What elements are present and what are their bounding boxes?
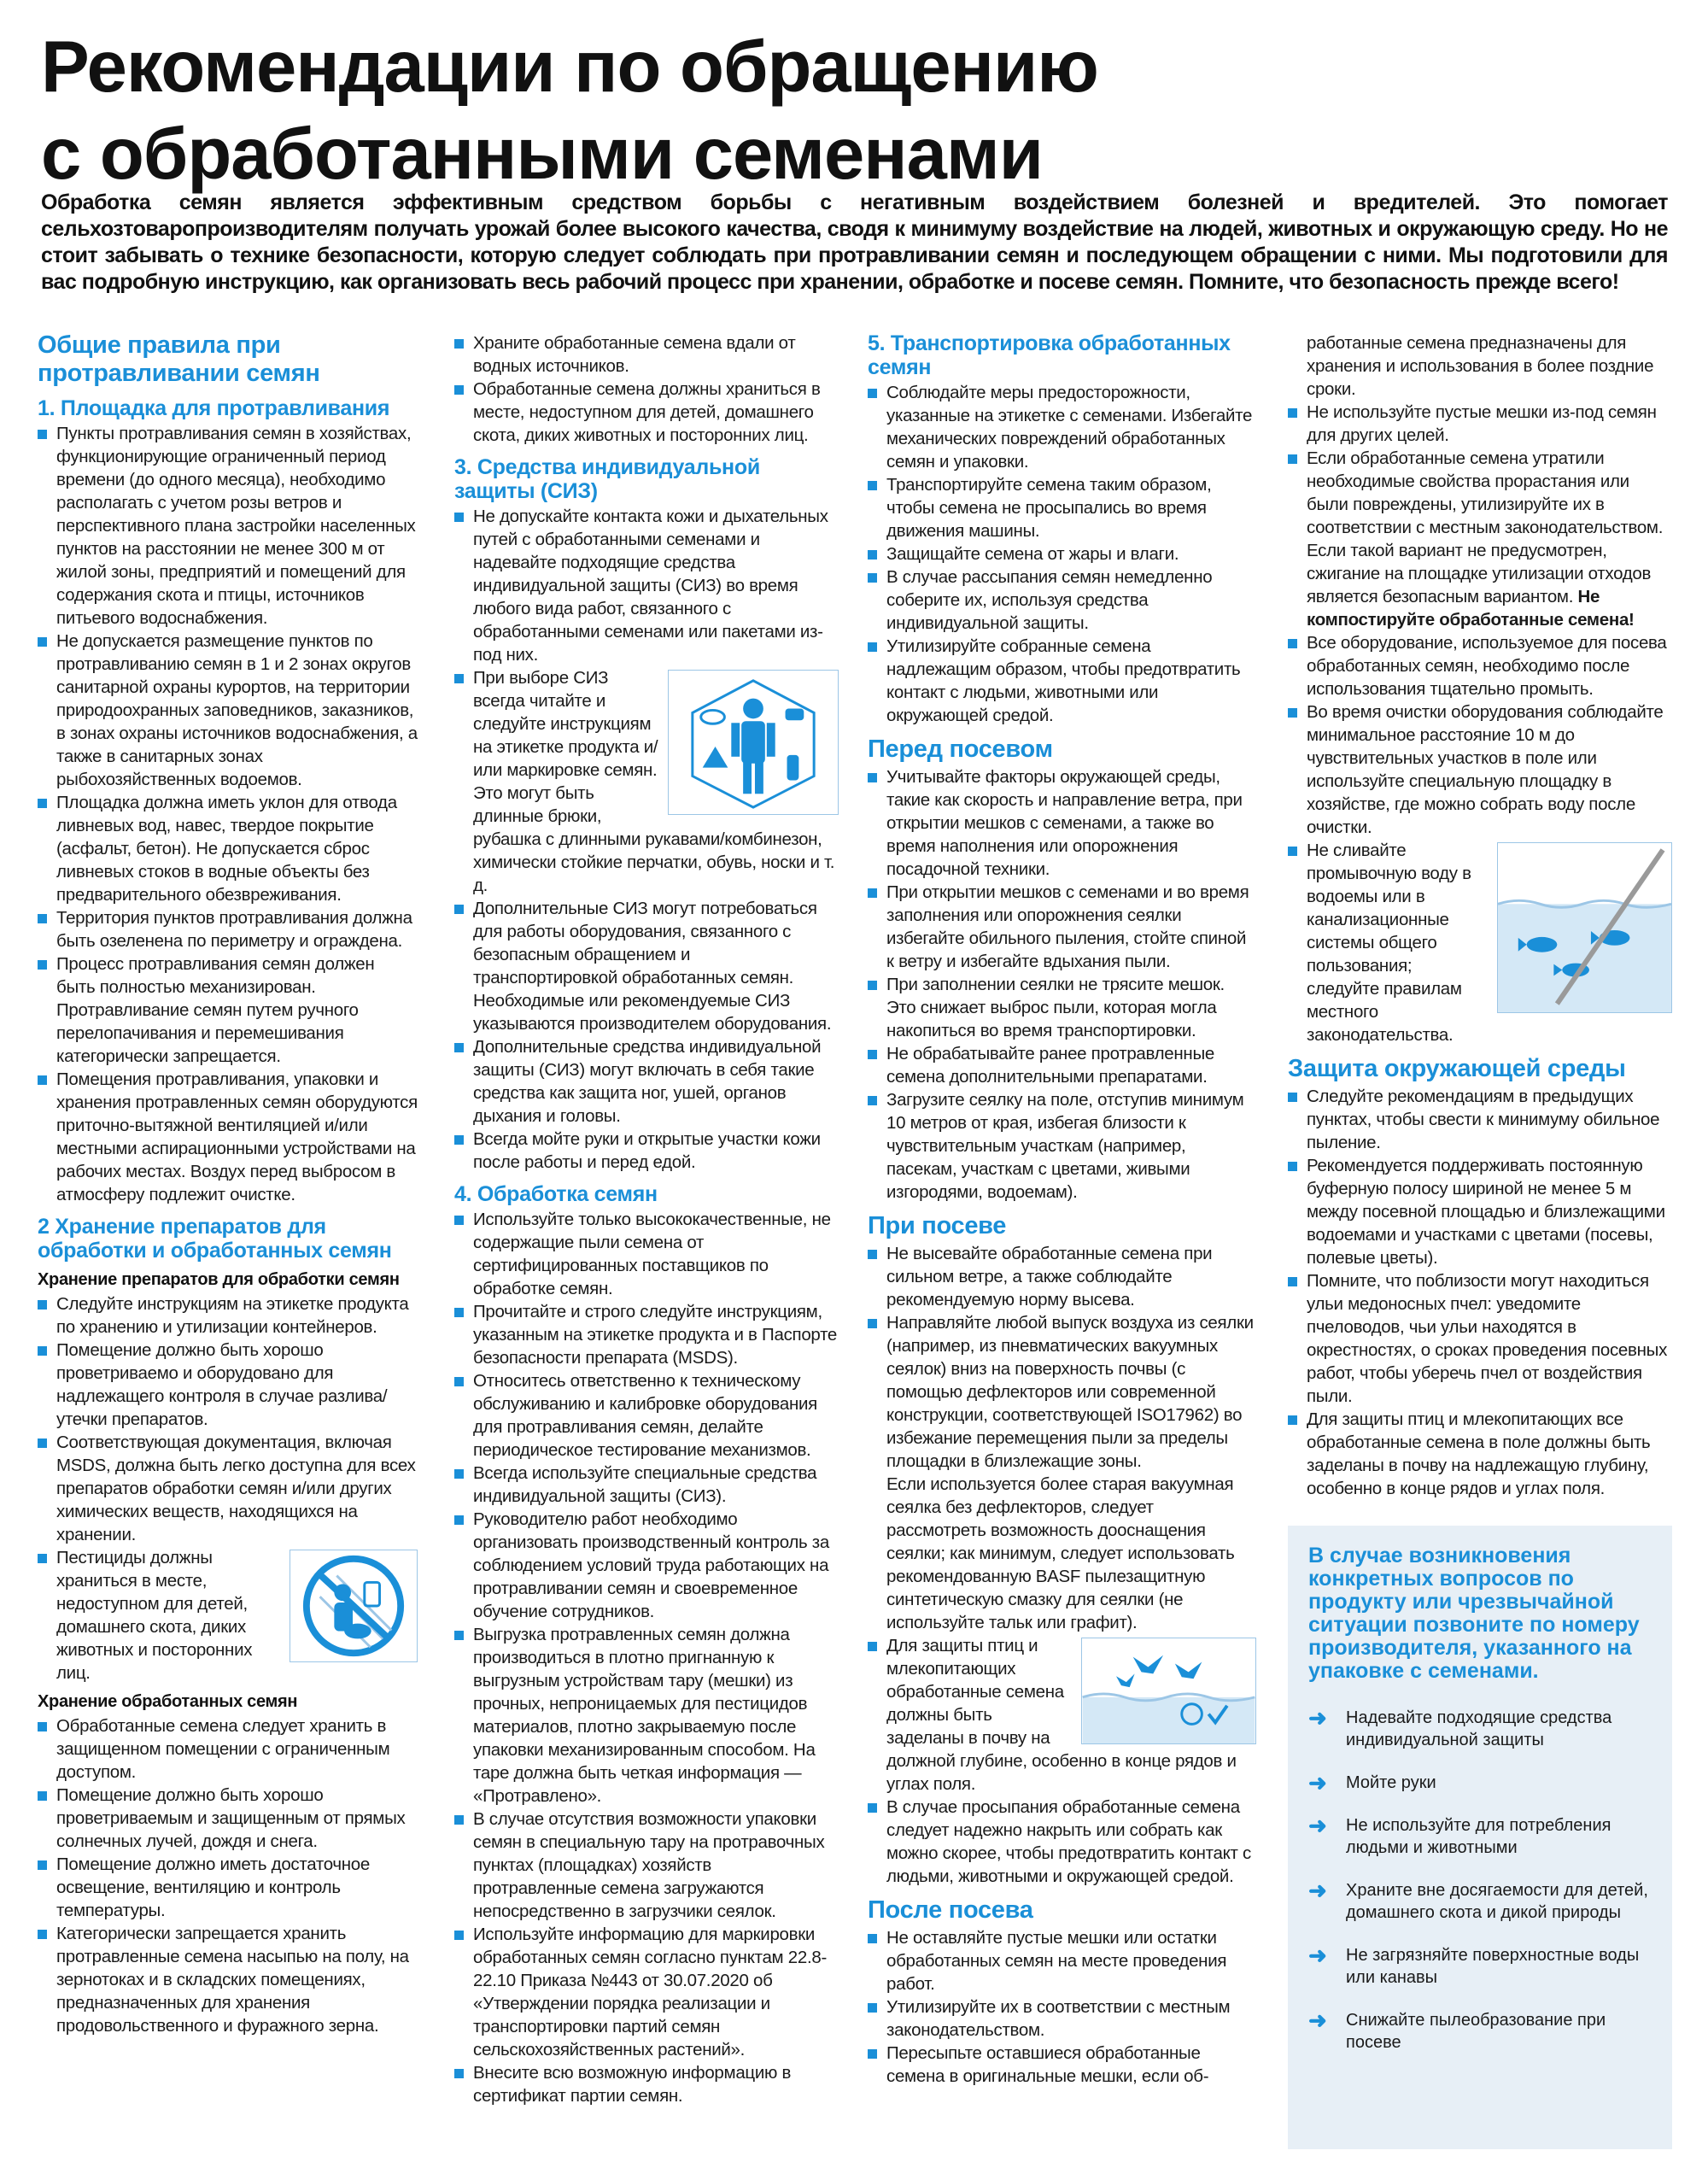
section-4-list [454,1208,839,2107]
list-item-text: Если обработанные семена утратили необходимые свойства прорастания или были повреждены, утилизируйте их в соответствии с местным законодательством. Если такой вариант не предусмотрен, сжигание на площадке утилизации отходов является безопасным вариантом. [1307,448,1664,606]
during-sowing-continuation: Если используется более старая вакуумная сеялка без дефлекторов, следует рассмотреть возможность дооснащения сеялки; как минимум, следует использовать рекомендованную BASF пылезащитную синтетическую смазку для сеялки (не используйте тальк или графит). [886,1474,1235,1632]
no-compost-warning: Не компостируйте обработанные семена! [1307,587,1635,630]
callout-action [1308,1879,1652,1924]
list-item [454,666,839,897]
list-item: Используйте только высококачественные, не содержащие пыли семена от сертифицированных поставщиков по обработке семян. [454,1208,839,1300]
section-1-list [38,422,418,1206]
list-item: Не обрабатывайте ранее протравленные семена дополнительными препаратами. [868,1042,1256,1088]
list-item: Следуйте рекомендациям в предыдущих пунктах, чтобы свести к минимуму обильное пыление. [1288,1085,1672,1154]
section-2-list-2 [38,1714,418,2037]
list-item-text: Пестициды должны храниться в месте, недоступном для детей, домашнего скота, диких животных и посторонних лиц. [56,1548,253,1683]
list-item [1288,839,1672,1046]
list-item: В случае просыпания обработанные семена следует надежно накрыть или собрать как можно скорее, чтобы предотвратить контакт с людьми, животными и окружающей средой. [868,1796,1256,1888]
during-sowing-title: При посеве [868,1212,1007,1239]
callout-action-text: Не загрязняйте поверхностные воды или канавы [1346,1946,1640,1987]
section-5-list [868,381,1256,727]
list-item: Используйте информацию для маркировки обработанных семян согласно пунктам 22.8-22.10 Приказа №443 от 30.07.2020 об «Утверждении порядка реализации и транспортировки партий семян сельскохозяйственных растений». [454,1923,839,2061]
list-item: Помещение должно иметь достаточное освещение, вентиляцию и контроль температуры. [38,1853,418,1922]
arrow-right-icon: ➜ [1308,1705,1327,1731]
list-item: Категорически запрещается хранить протравленные семена насыпью на полу, на зернотоках и в складских помещениях, предназначенных для хранения продовольственного и фуражного зерна. [38,1922,418,2037]
section-2-subtitle-preparations: Хранение препаратов для обработки семян [38,1270,400,1289]
list-item [1288,447,1672,631]
list-item-text: Не сливайте промывочную воду в водоемы или в канализационные системы общего пользования; следуйте правилам местного законодательства. [1307,841,1471,1045]
callout-action [1308,1707,1652,1751]
ppe-icon [668,670,839,815]
before-sowing-list [868,765,1256,1204]
list-item: Дополнительные СИЗ могут потребоваться для работы оборудования, связанного с безопасным обращением и транспортировкой обработанных семян. Необходимые или рекомендуемые СИЗ указываются производителем оборудования. [454,897,839,1035]
emergency-callout [1288,1526,1672,2149]
list-item [868,1634,1256,1796]
section-2-subtitle-seeds: Хранение обработанных семян [38,1692,298,1711]
list-item: Процесс протравливания семян должен быть полностью механизирован. Протравливание семян путем ручного перелопачивания и перемешивания категорически запрещается. [38,952,418,1068]
callout-action [1308,1814,1652,1859]
list-item: Не высевайте обработанные семена при сильном ветре, а также соблюдайте рекомендуемую норму высева. [868,1242,1256,1311]
list-item [868,1311,1256,1634]
list-item: В случае отсутствия возможности упаковки семян в специальную тару на протравочных пунктах (площадках) хозяйств протравленные семена загружаются непосредственно в загрузчики сеялок. [454,1808,839,1923]
list-item: Не допускается размещение пунктов по протравливанию семян в 1 и 2 зонах округов санитарной охраны курортов, на территории природоохранных заповедников, заказников, в зонах охраны источников водоснабжения, а также в санитарных зонах рыбохозяйственных водоемов. [38,630,418,791]
list-item: Следуйте инструкциям на этикетке продукта по хранению и утилизации контейнеров. [38,1292,418,1339]
list-item: Храните обработанные семена вдали от водных источников. [454,331,839,378]
callout-action-text: Снижайте пылеобразование при посеве [1346,2011,1606,2052]
list-item: Помещение должно быть хорошо проветриваемо и оборудовано для надлежащего контроля в случае разлива/утечки препаратов. [38,1339,418,1431]
list-item: Рекомендуется поддерживать постоянную буферную полосу шириной не менее 5 м между посевной площадью и близлежащими водоемами и участками с цветами (посевы, полевые цветы). [1288,1154,1672,1269]
column-4 [1288,331,1672,1500]
list-item: Выгрузка протравленных семян должна производиться в плотно пригнанную к выгрузным устройствам тару (мешки) из прочных, непроницаемых для пестицидов материалов, плотно закрываемую после упаковки механизированным способом. На таре должна быть четкая информация — «Протравлено». [454,1623,839,1808]
callout-action-text: Храните вне досягаемости для детей, домашнего скота и дикой природы [1346,1881,1648,1922]
arrow-right-icon: ➜ [1308,1770,1327,1796]
arrow-right-icon: ➜ [1308,1942,1327,1968]
general-rules-heading: Общие правила при протравливании семян [38,331,320,387]
environment-protection-list [1288,1085,1672,1500]
list-item-text: Для защиты птиц и млекопитающих обработанные семена должны быть заделаны в почву на должной глубине, особенно в конце рядов и углах поля. [886,1636,1237,1794]
list-item: Всегда используйте специальные средства индивидуальной защиты (СИЗ). [454,1462,839,1508]
page-title [41,24,1681,198]
list-item: Пересыпьте оставшиеся обработанные семена в оригинальные мешки, если об- [868,2042,1256,2088]
list-item: Обработанные семена следует хранить в защищенном помещении с ограниченным доступом. [38,1714,418,1784]
list-item: Дополнительные средства индивидуальной защиты (СИЗ) могут включать в себя такие средства как защита ног, ушей, органов дыхания и головы. [454,1035,839,1128]
list-item: Во время очистки оборудования соблюдайте минимальное расстояние 10 м до чувствительных участков в поле или используйте специальную площадку в хозяйстве, где можно собрать воду после очистки. [1288,700,1672,839]
list-item: При открытии мешков с семенами и во время заполнения или опорожнения сеялки избегайте обильного пыления, стойте спиной к ветру и избегайте вдыхания пыли. [868,881,1256,973]
page-title-line1: Рекомендации по обращению [41,26,1098,108]
callout-action-text: Надевайте подходящие средства индивидуальной защиты [1346,1708,1612,1749]
list-item: Утилизируйте их в соответствии с местным законодательством. [868,1995,1256,2042]
list-item: Транспортируйте семена таким образом, чтобы семена не просыпались во время движения машины. [868,473,1256,542]
section-3-title: 3. Средства индивидуальной защиты (СИЗ) [454,455,760,503]
list-item: Руководителю работ необходимо организовать производственный контроль за соблюдением условий труда работающих на протравливании семян и своевременное обучение сотрудников. [454,1508,839,1623]
list-item-text: Направляйте любой выпуск воздуха из сеялки (например, из пневматических вакуумных сеялок) вниз на поверхность почвы (с помощью дефлекторов или современной конструкции, соответствующей ISO17962) во избежание перемещения пыли за пределы площадки в близлежащие зоны. [886,1313,1254,1471]
section-5-title: 5. Транспортировка обработанных семян [868,331,1231,379]
callout-heading: В случае возникновения конкретных вопросов по продукту или чрезвычайной ситуации позвоните по номеру производителя, указанного на упаковке с семенами. [1308,1544,1640,1683]
list-item: Помните, что поблизости могут находиться ульи медоносных пчел: уведомите пчеловодов, чьи ульи находятся в окрестностях, о сроках проведения посевных работ, чтобы уберечь пчел от воздействия пыли. [1288,1269,1672,1408]
column-3 [868,331,1256,2088]
list-item: Соблюдайте меры предосторожности, указанные на этикетке с семенами. Избегайте механических повреждений обработанных семян и упаковки. [868,381,1256,473]
list-item: Защищайте семена от жары и влаги. [868,542,1256,565]
intro-paragraph: Обработка семян является эффективным средством борьбы с негативным воздействием болезней и вредителей. Это помогает сельхозтоваропроизводителям получать урожай более высокого качества, сводя к минимуму воздействие на людей, животных и окружающую среду. Но не стоит забывать о технике безопасности, которую следует соблюдать при протравливании семян и последующем обращении с ними. Мы подготовили для вас подробную инструкцию, как организовать весь рабочий процесс при хранении, обработке и посеве семян. Помните, что безопасность прежде всего! [41,190,1668,294]
storage-continued-list [454,331,839,447]
after-sowing-continuation: работанные семена предназначены для хранения и использования в более поздние сроки. [1307,333,1654,399]
section-3-list [454,505,839,1174]
arrow-right-icon: ➜ [1308,1878,1327,1903]
no-children-animals-icon [290,1550,418,1662]
section-4-title: 4. Обработка семян [454,1182,658,1206]
after-sowing-title: После посева [868,1896,1033,1924]
arrow-right-icon: ➜ [1308,1813,1327,1838]
section-1-title: 1. Площадка для протравливания [38,396,390,420]
environment-protection-title: Защита окружающей среды [1288,1055,1626,1082]
page-title-line2: с обработанными семенами [41,114,1044,195]
list-item: Помещения протравливания, упаковки и хранения протравленных семян оборудуются приточно-вытяжной вентиляцией и/или местными аспирационными устройствами на рабочих местах. Воздух перед выбросом в атмосферу подлежит очистке. [38,1068,418,1206]
list-item: Соответствующая документация, включая MSDS, должна быть легко доступна для всех препаратов обработки семян и/или других химических веществ, находящихся на хранении. [38,1431,418,1546]
callout-action [1308,2009,1652,2054]
list-item: Утилизируйте собранные семена надлежащим образом, чтобы предотвратить контакт с людьми, животными или окружающей средой. [868,635,1256,727]
list-item: При заполнении сеялки не трясите мешок. Это снижает выброс пыли, которая могла накопиться во время транспортировки. [868,973,1256,1042]
birds-water-icon [1081,1638,1256,1744]
list-item: Обработанные семена должны храниться в месте, недоступном для детей, домашнего скота, диких животных и посторонних лиц. [454,378,839,447]
list-item: Все оборудование, используемое для посева обработанных семян, необходимо после использования тщательно промыть. [1288,631,1672,700]
column-2 [454,331,839,2107]
list-item: Территория пунктов протравливания должна быть озеленена по периметру и ограждена. [38,906,418,952]
after-sowing-list-cont [1288,401,1672,1046]
after-sowing-list [868,1926,1256,2088]
list-item: Пункты протравливания семян в хозяйствах, функционирующие ограниченный период времени (до одного месяца), необходимо располагать с учетом розы ветров и перспективного плана застройки населенных пунктов на расстоянии не менее 300 м от жилой зоны, предприятий и помещений для содержания скота и птицы, источников питьевого водоснабжения. [38,422,418,630]
during-sowing-list [868,1242,1256,1888]
list-item: Относитесь ответственно к техническому обслуживанию и калибровке оборудования для протравливания семян, делайте периодическое тестирование механизмов. [454,1369,839,1462]
section-2-title: 2 Хранение препаратов для обработки и обработанных семян [38,1215,392,1263]
list-item: В случае рассыпания семян немедленно соберите их, используя средства индивидуальной защиты. [868,565,1256,635]
list-item-text: При выборе СИЗ всегда читайте и следуйте инструкциям на этикетке продукта и/или маркировке семян. Это могут быть длинные брюки, рубашка с длинными рукавами/комбинезон, химически стойкие перчатки, обувь, носки и т. д. [473,668,835,895]
callout-action-text: Мойте руки [1346,1773,1436,1792]
callout-action [1308,1944,1652,1989]
list-item: Помещение должно быть хорошо проветриваемым и защищенным от прямых солнечных лучей, дождя и снега. [38,1784,418,1853]
callout-action [1308,1772,1652,1794]
no-water-dumping-icon [1497,842,1672,1013]
list-item: Внесите всю возможную информацию в сертификат партии семян. [454,2061,839,2107]
section-2-list-1 [38,1292,418,1685]
list-item: Всегда мойте руки и открытые участки кожи после работы и перед едой. [454,1128,839,1174]
list-item: Не допускайте контакта кожи и дыхательных путей с обработанными семенами и надевайте подходящие средства индивидуальной защиты (СИЗ) во время любого вида работ, связанного с обработанными семенами или пакетами из-под них. [454,505,839,666]
column-1 [38,331,418,2037]
list-item: Учитывайте факторы окружающей среды, такие как скорость и направление ветра, при открытии мешков с семенами, а также во время наполнения или опорожнения посадочной техники. [868,765,1256,881]
callout-action-text: Не используйте для потребления людьми и животными [1346,1816,1611,1857]
list-item [38,1546,418,1685]
list-item: Для защиты птиц и млекопитающих все обработанные семена в поле должны быть заделаны в почву на надлежащую глубину, особенно в конце рядов и углах поля. [1288,1408,1672,1500]
list-item: Не оставляйте пустые мешки или остатки обработанных семян на месте проведения работ. [868,1926,1256,1995]
before-sowing-title: Перед посевом [868,735,1053,763]
list-item: Не используйте пустые мешки из-под семян для других целей. [1288,401,1672,447]
list-item: Загрузите сеялку на поле, отступив минимум 10 метров от края, избегая близости к чувствительным участкам (например, пасекам, участкам с цветами, живыми изгородями, водоемам). [868,1088,1256,1204]
list-item: Площадка должна иметь уклон для отвода ливневых вод, навес, твердое покрытие (асфальт, бетон). Не допускается сброс ливневых стоков в водные объекты без предварительного обезвреживания. [38,791,418,906]
list-item: Прочитайте и строго следуйте инструкциям, указанным на этикетке продукта и в Паспорте безопасности препарата (MSDS). [454,1300,839,1369]
arrow-right-icon: ➜ [1308,2007,1327,2033]
